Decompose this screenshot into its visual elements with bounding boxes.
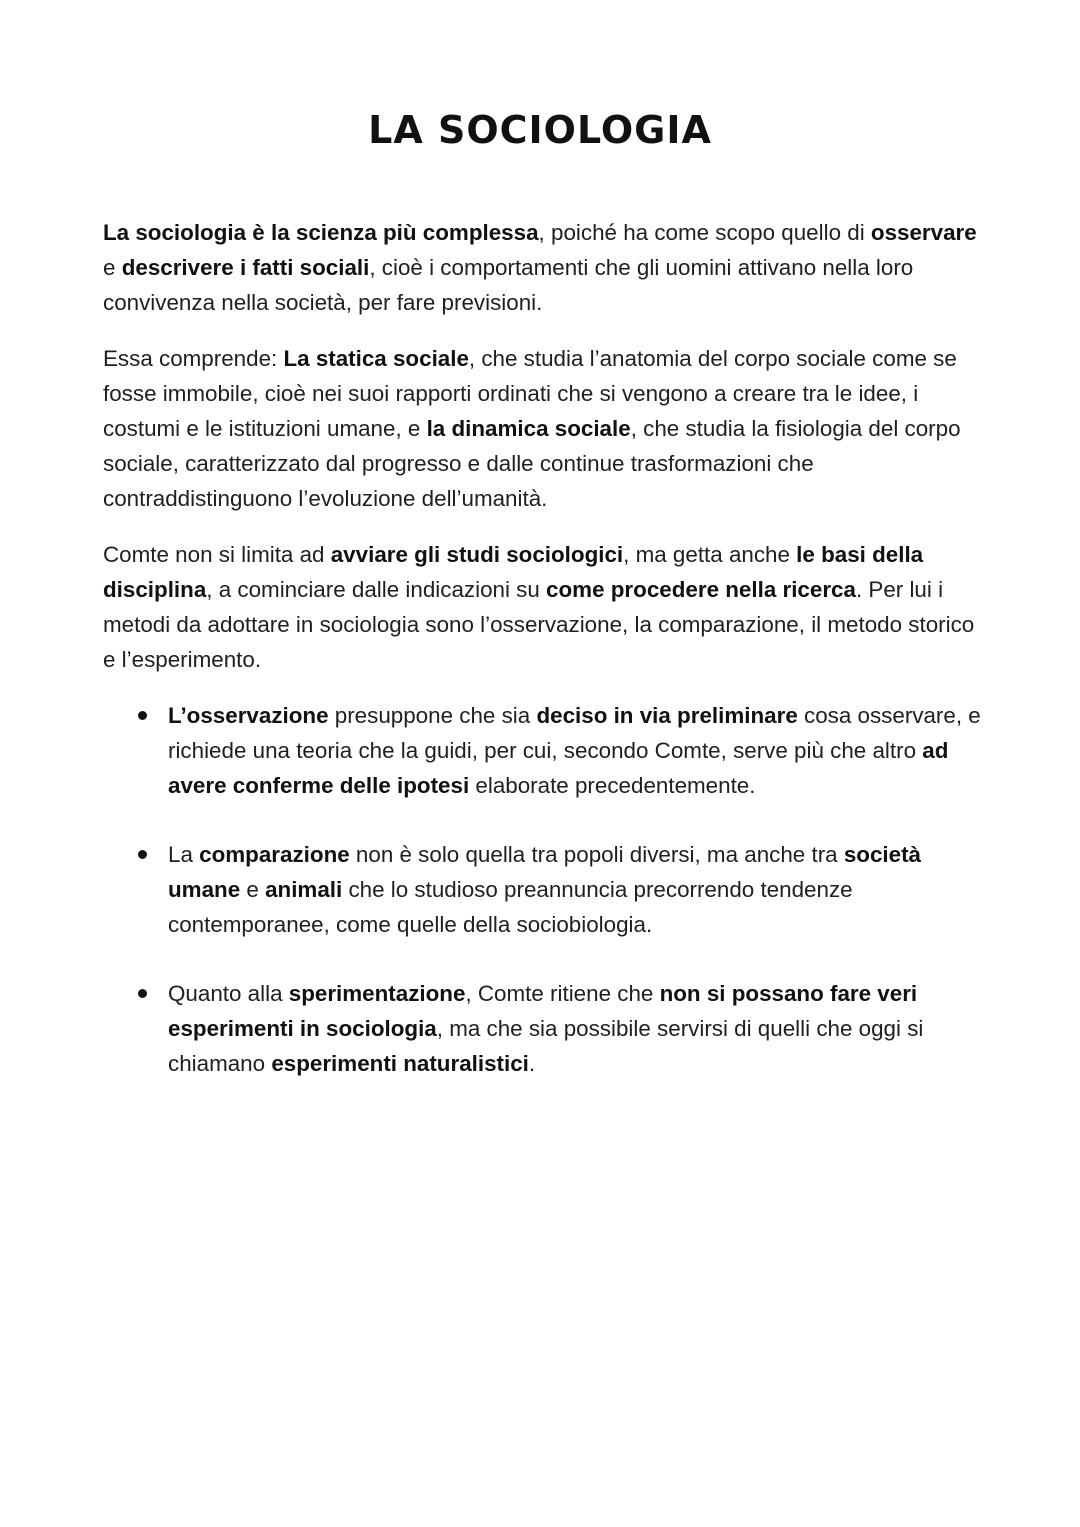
bold-text: descrivere i fatti sociali <box>121 255 370 280</box>
body-text: Essa comprende: <box>103 346 284 371</box>
body-text: presuppone che sia <box>328 703 537 728</box>
body-text: . <box>528 1051 536 1076</box>
body-text: La <box>168 842 200 867</box>
bold-text: società umane <box>168 842 921 902</box>
bold-text: non si possano fare veri esperimenti in sociologia <box>168 981 918 1041</box>
body-text: , cioè i comportamenti che gli uomini attivano nella loro convivenza nella società, per fare previsioni. <box>103 255 914 315</box>
bold-text: L’osservazione <box>168 703 329 728</box>
bold-text: avviare gli studi sociologici <box>330 542 624 567</box>
body-text: cosa osservare, e richiede una teoria che la guidi, per cui, secondo Comte, serve più che altro <box>168 703 981 763</box>
bold-text: La statica sociale <box>283 346 469 371</box>
document-body <box>103 215 983 1115</box>
bold-text: osservare <box>870 220 977 245</box>
body-text: , che studia l’anatomia del corpo sociale come se fosse immobile, cioè nei suoi rapporti ordinati che si vengono a creare tra le idee, i costumi e le istituzioni umane, e <box>103 346 957 441</box>
paragraph-comte-methods <box>103 537 983 677</box>
body-text: , ma getta anche <box>623 542 797 567</box>
bullet-icon <box>138 711 147 720</box>
body-text: Comte non si limita ad <box>103 542 331 567</box>
bold-text: deciso in via preliminare <box>536 703 798 728</box>
list-item-observation <box>168 698 983 803</box>
body-text: che lo studioso preannuncia precorrendo tendenze contemporanee, come quelle della sociobiologia. <box>168 877 853 937</box>
list-item-comparison <box>168 837 983 942</box>
paragraph-statics-dynamics <box>103 341 983 516</box>
body-text: . Per lui i metodi da adottare in sociologia sono l’osservazione, la comparazione, il metodo storico e l’esperimento. <box>103 577 975 672</box>
bullet-icon <box>138 989 147 998</box>
body-text: , che studia la fisiologia del corpo sociale, caratterizzato dal progresso e dalle continue trasformazioni che contraddistinguono l’evoluzione dell’umanità. <box>103 416 961 511</box>
bold-text: ad avere conferme delle ipotesi <box>168 738 949 798</box>
bold-text: la dinamica sociale <box>426 416 631 441</box>
methods-list <box>103 698 983 1081</box>
bold-text: comparazione <box>199 842 350 867</box>
body-text: , a cominciare dalle indicazioni su <box>206 577 547 602</box>
body-text: elaborate precedentemente. <box>469 773 756 798</box>
body-text: , Comte ritiene che <box>465 981 660 1006</box>
bold-text: le basi della disciplina <box>103 542 924 602</box>
bold-text: animali <box>265 877 343 902</box>
paragraph-definition <box>103 215 983 320</box>
bold-text: come procedere nella ricerca <box>546 577 856 602</box>
body-text: Quanto alla <box>168 981 289 1006</box>
bold-text: La sociologia è la scienza più complessa <box>103 220 539 245</box>
body-text: , poiché ha come scopo quello di <box>538 220 871 245</box>
body-text: non è solo quella tra popoli diversi, ma anche tra <box>349 842 844 867</box>
body-text: , ma che sia possibile servirsi di quelli che oggi si chiamano <box>168 1016 924 1076</box>
bold-text: esperimenti naturalistici <box>271 1051 529 1076</box>
list-item-experimentation <box>168 976 983 1081</box>
body-text: e <box>240 877 266 902</box>
page-title: LA SOCIOLOGIA <box>368 108 712 152</box>
bold-text: sperimentazione <box>288 981 466 1006</box>
bullet-icon <box>138 850 147 859</box>
body-text: e <box>103 255 122 280</box>
